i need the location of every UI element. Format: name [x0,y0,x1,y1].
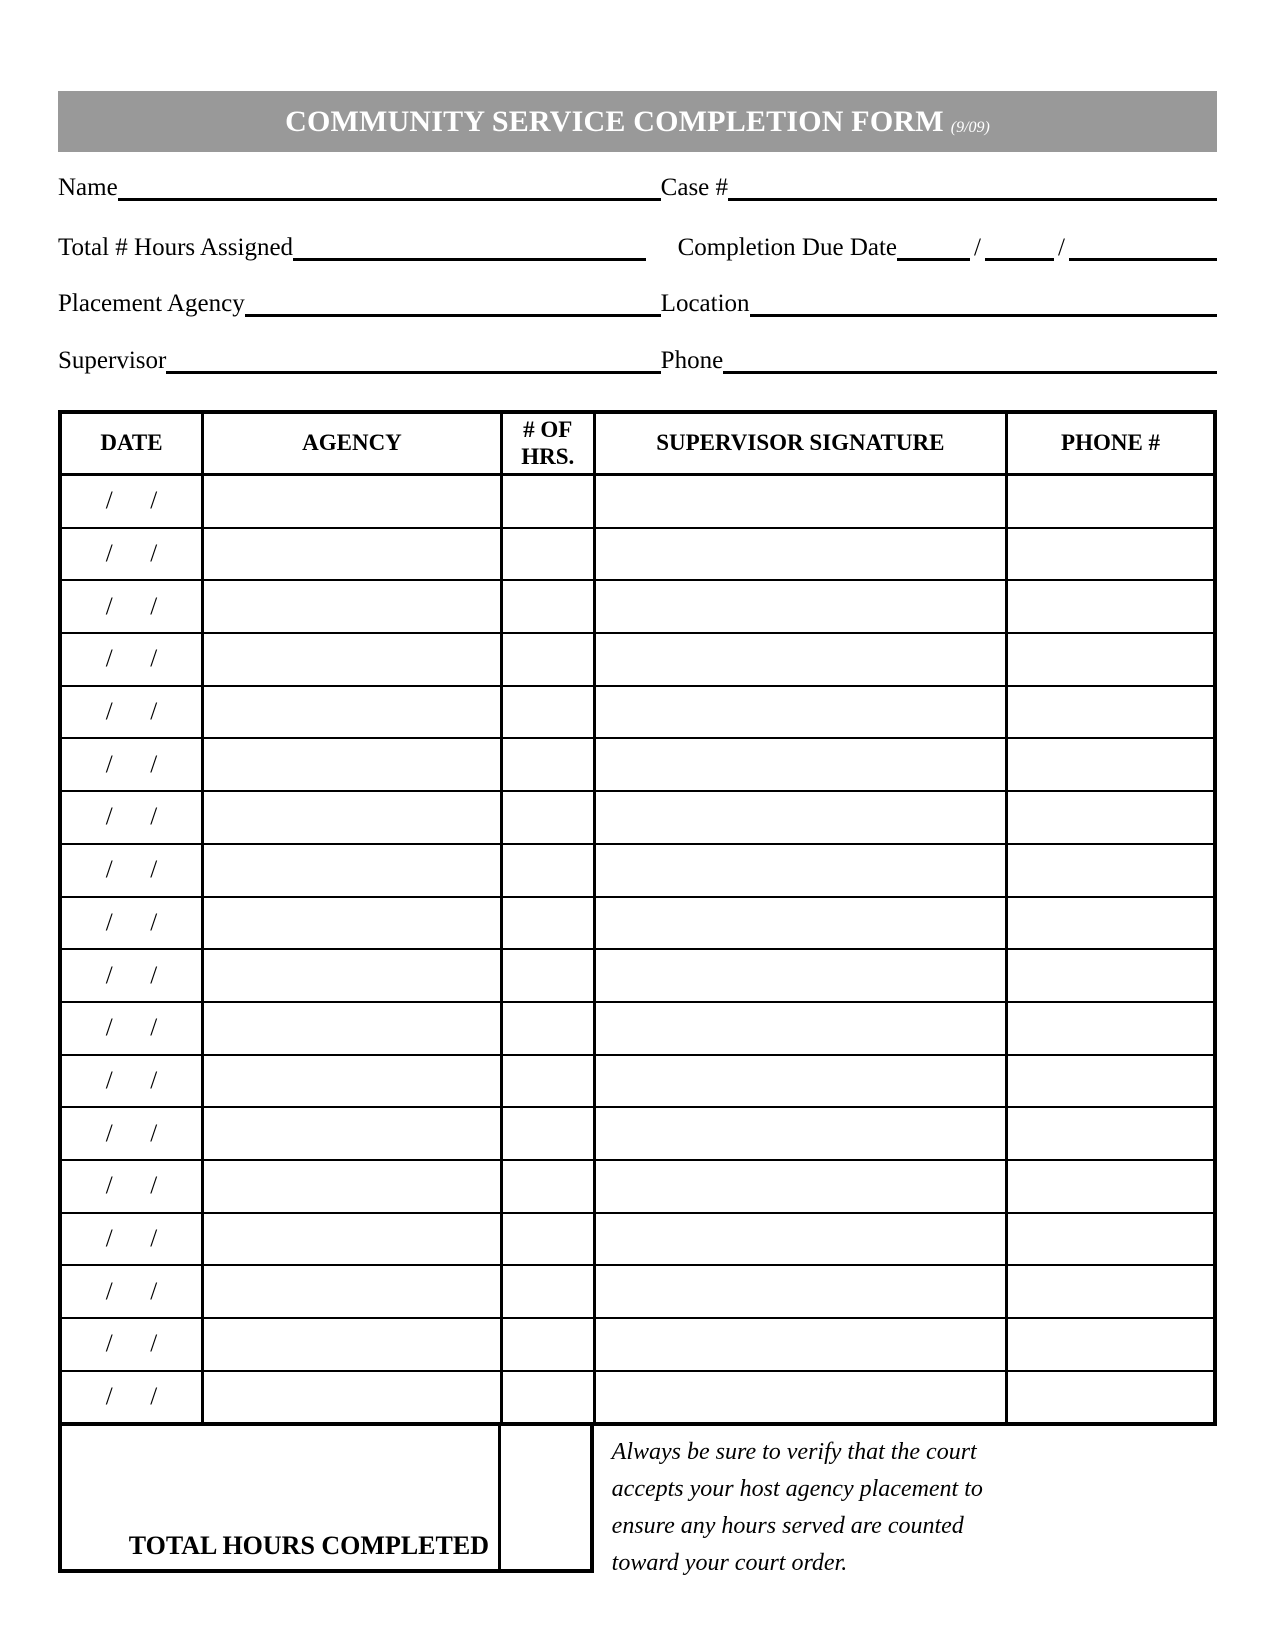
table-body [60,475,1215,1425]
placement-agency-field-group [58,291,661,317]
hours-cell[interactable] [501,1107,594,1160]
date-cell[interactable]: / / [60,791,203,844]
agency-cell[interactable] [203,686,502,739]
phone-cell[interactable] [1007,1265,1215,1318]
due-date-slash-1: / [974,233,981,261]
note-line: ensure any hours served are counted [611,1513,964,1540]
supervisor-signature-cell[interactable] [594,897,1007,950]
agency-cell[interactable] [203,897,502,950]
phone-cell[interactable] [1007,686,1215,739]
hours-cell[interactable] [501,528,594,581]
phone-cell[interactable] [1007,1213,1215,1266]
due-date-slash-2: / [1057,233,1065,261]
date-cell[interactable]: / / [60,1371,203,1425]
note-line: Always be sure to verify that the court [611,1439,977,1466]
supervisor-signature-cell[interactable] [594,528,1007,581]
agency-cell[interactable] [203,1002,502,1055]
total-section [58,1426,1217,1577]
date-cell[interactable]: / / [60,1055,203,1108]
date-cell[interactable]: / / [60,844,203,897]
log-row [60,633,1215,686]
supervisor-signature-cell[interactable] [594,738,1007,791]
phone-field-group [661,348,1217,374]
hours-cell[interactable] [501,1371,594,1425]
date-cell[interactable]: / / [60,686,203,739]
location-label: Location [660,289,750,317]
location-input-line[interactable] [750,314,1217,317]
due-date-month-line[interactable] [897,258,970,261]
hours-cell[interactable] [501,1213,594,1266]
location-field-group [661,291,1217,317]
agency-cell[interactable] [203,1371,502,1425]
hours-cell[interactable] [501,1318,594,1371]
log-row [60,1371,1215,1425]
note-line: toward your court order. [611,1550,848,1577]
log-row [60,528,1215,581]
phone-cell[interactable] [1007,528,1215,581]
log-row [60,475,1215,528]
phone-cell[interactable] [1007,633,1215,686]
agency-cell[interactable] [203,949,502,1002]
date-cell[interactable]: / / [60,1213,203,1266]
placement-agency-input-line[interactable] [245,314,661,317]
hours-assigned-input-line[interactable] [293,258,646,261]
column-header-supervisor-signature: SUPERVISOR SIGNATURE [594,412,1007,475]
supervisor-field-group [58,348,661,374]
phone-cell[interactable] [1007,1002,1215,1055]
phone-cell[interactable] [1007,791,1215,844]
date-cell[interactable]: / / [60,528,203,581]
name-field-group [58,175,661,201]
supervisor-signature-cell[interactable] [594,791,1007,844]
due-date-field-group [646,235,1217,261]
date-cell[interactable]: / / [60,1160,203,1213]
due-date-day-line[interactable] [985,258,1054,261]
date-cell[interactable]: / / [60,897,203,950]
agency-cell[interactable] [203,580,502,633]
agency-cell[interactable] [203,1318,502,1371]
phone-cell[interactable] [1007,949,1215,1002]
phone-cell[interactable] [1007,1055,1215,1108]
case-number-label: Case # [660,173,729,201]
supervisor-signature-cell[interactable] [594,1055,1007,1108]
supervisor-signature-cell[interactable] [594,1002,1007,1055]
due-date-label: Completion Due Date [677,233,898,261]
agency-cell[interactable] [203,738,502,791]
supervisor-signature-cell[interactable] [594,475,1007,528]
hours-cell[interactable] [501,1265,594,1318]
date-cell[interactable]: / / [60,949,203,1002]
hours-cell[interactable] [501,580,594,633]
phone-input-line[interactable] [723,371,1217,374]
hours-cell[interactable] [501,633,594,686]
column-header-phone: PHONE # [1007,412,1215,475]
agency-cell[interactable] [203,1160,502,1213]
note-line: accepts your host agency placement to [611,1476,983,1503]
phone-cell[interactable] [1007,1371,1215,1425]
case-number-input-line[interactable] [728,198,1217,201]
phone-cell[interactable] [1007,738,1215,791]
date-cell[interactable]: / / [60,1002,203,1055]
phone-cell[interactable] [1007,897,1215,950]
log-row [60,1002,1215,1055]
date-cell[interactable]: / / [60,1265,203,1318]
hours-assigned-field-group [58,235,646,261]
agency-cell[interactable] [203,633,502,686]
date-cell[interactable]: / / [60,738,203,791]
hours-cell[interactable] [501,686,594,739]
supervisor-input-line[interactable] [166,371,660,374]
supervisor-label: Supervisor [58,346,167,374]
supervisor-signature-cell[interactable] [594,580,1007,633]
phone-cell[interactable] [1007,844,1215,897]
supervisor-signature-cell[interactable] [594,686,1007,739]
supervisor-signature-cell[interactable] [594,1318,1007,1371]
title-bar [58,91,1217,152]
total-hours-cell [58,1426,501,1573]
due-date-year-line[interactable] [1069,258,1217,261]
hours-duedate-row [58,221,1217,261]
table-header-row [60,412,1215,475]
supervisor-phone-row [58,334,1217,374]
supervisor-signature-cell[interactable] [594,1371,1007,1425]
log-row [60,844,1215,897]
hours-cell[interactable] [501,791,594,844]
verification-note [594,1426,1217,1577]
form-version: (9/09) [950,118,990,136]
agency-cell[interactable] [203,1107,502,1160]
supervisor-signature-cell[interactable] [594,844,1007,897]
log-row [60,1318,1215,1371]
agency-cell[interactable] [203,1265,502,1318]
hours-cell[interactable] [501,844,594,897]
form-title: COMMUNITY SERVICE COMPLETION FORM [285,104,944,138]
supervisor-signature-cell[interactable] [594,633,1007,686]
phone-cell[interactable] [1007,475,1215,528]
phone-cell[interactable] [1007,1318,1215,1371]
hours-cell[interactable] [501,1002,594,1055]
case-field-group [661,175,1217,201]
date-cell[interactable]: / / [60,1318,203,1371]
phone-cell[interactable] [1007,1160,1215,1213]
total-hours-value-cell[interactable] [501,1426,594,1573]
date-cell[interactable]: / / [60,580,203,633]
log-row [60,738,1215,791]
supervisor-signature-cell[interactable] [594,1213,1007,1266]
name-label: Name [58,173,118,201]
log-row [60,580,1215,633]
log-row [60,1107,1215,1160]
total-hours-label: TOTAL HOURS COMPLETED [128,1531,489,1561]
agency-cell[interactable] [203,528,502,581]
supervisor-signature-cell[interactable] [594,1107,1007,1160]
agency-cell[interactable] [203,791,502,844]
log-row [60,1265,1215,1318]
agency-cell[interactable] [203,1055,502,1108]
log-row [60,949,1215,1002]
column-header-hours: # OF HRS. [501,412,594,475]
phone-cell[interactable] [1007,580,1215,633]
log-row [60,686,1215,739]
hours-cell[interactable] [501,949,594,1002]
agency-cell[interactable] [203,1213,502,1266]
date-cell[interactable]: / / [60,1107,203,1160]
service-log-table [58,410,1217,1426]
name-case-row [58,161,1217,201]
agency-location-row [58,277,1217,317]
date-cell[interactable]: / / [60,633,203,686]
hours-cell[interactable] [501,738,594,791]
column-header-date: DATE [60,412,203,475]
date-cell[interactable]: / / [60,475,203,528]
phone-label: Phone [660,346,724,374]
agency-cell[interactable] [203,844,502,897]
hours-cell[interactable] [501,1160,594,1213]
name-input-line[interactable] [118,198,661,201]
hours-cell[interactable] [501,897,594,950]
agency-cell[interactable] [203,475,502,528]
log-row [60,897,1215,950]
supervisor-signature-cell[interactable] [594,1265,1007,1318]
supervisor-signature-cell[interactable] [594,949,1007,1002]
hours-assigned-label: Total # Hours Assigned [58,233,294,261]
column-header-agency: AGENCY [203,412,502,475]
log-row [60,791,1215,844]
hours-cell[interactable] [501,475,594,528]
supervisor-signature-cell[interactable] [594,1160,1007,1213]
log-row [60,1055,1215,1108]
log-row [60,1213,1215,1266]
phone-cell[interactable] [1007,1107,1215,1160]
hours-cell[interactable] [501,1055,594,1108]
log-row [60,1160,1215,1213]
placement-agency-label: Placement Agency [58,289,245,317]
